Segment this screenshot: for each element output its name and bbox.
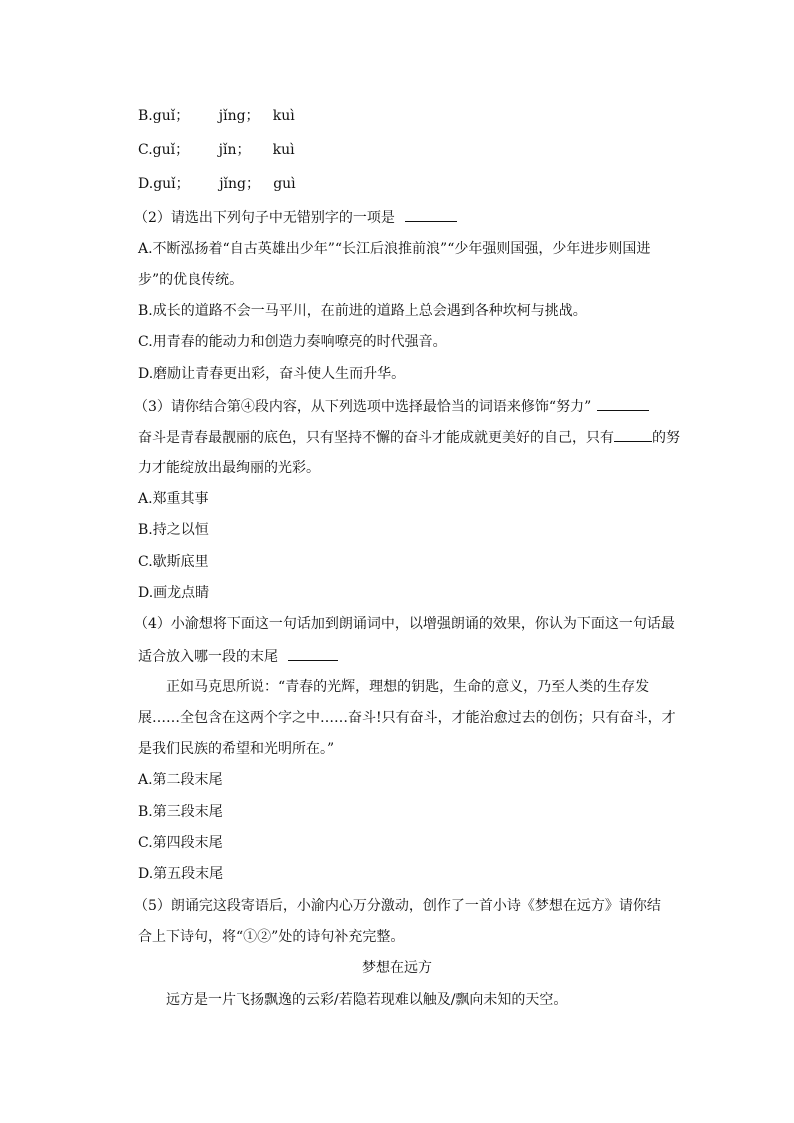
q2-option-c: C.用青春的能动力和创造力奏响嘹亮的时代强音。 [138,334,447,350]
pinyin-b: jǐng； [218,108,260,124]
q4-stem-line-2 [138,646,658,667]
q4-stem-text: 适合放入哪一段的末尾 [138,649,278,665]
pinyin-a: guǐ； [152,108,190,124]
q3-sentence-line-2: 力才能绽放出最绚丽的光彩。 [138,460,320,476]
q3-stem [134,396,654,417]
q3-option-c: C.歇斯底里 [138,554,209,570]
pinyin-c: kuì [272,108,295,124]
answer-blank[interactable] [288,646,338,661]
pinyin-option-b [138,106,658,126]
q3-option-d: D.画龙点睛 [138,585,210,601]
pinyin-option-c [138,140,658,160]
q4-option-a: A.第二段末尾 [138,772,223,788]
q4-option-c: C.第四段末尾 [138,835,223,851]
q4-quote-line-1: 正如马克思所说：“青春的光辉，理想的钥匙，生命的意义，乃至人类的生存发 [166,679,650,695]
option-letter: D. [138,176,154,192]
pinyin-c: guì [273,176,296,192]
pinyin-a: guǐ； [153,176,190,192]
answer-blank[interactable] [405,207,457,222]
q3-stem-text: （3）请你结合第④段内容，从下列选项中选择最恰当的词语来修饰“努力” [134,399,592,415]
q4-quote-line-3: 是我们民族的希望和光明所在。” [138,741,335,757]
q2-option-d: D.磨励让青春更出彩，奋斗使人生而升华。 [138,366,406,382]
q2-stem-text: （2）请选出下列句子中无错别字的一项是 [134,210,395,226]
pinyin-b: jǐng； [219,176,260,192]
poem-title: 梦想在远方 [362,960,432,976]
poem-line-1: 远方是一片飞扬飘逸的云彩/若隐若现难以触及/飘向未知的天空。 [166,992,568,1008]
answer-blank[interactable] [597,396,649,411]
q3-sentence-end: 的努 [652,430,680,446]
pinyin-a: guǐ； [152,142,190,158]
q3-sentence-text: 奋斗是青春最靓丽的底色，只有坚持不懈的奋斗才能成就更美好的自己，只有 [138,430,614,446]
q3-sentence-line-1 [138,427,680,448]
option-letter: B. [138,108,153,124]
fill-blank[interactable] [614,427,652,442]
q3-option-b: B.持之以恒 [138,522,209,538]
option-letter: C. [138,142,153,158]
q4-quote-line-2: 展……全包含在这两个字之中……奋斗!只有奋斗，才能治愈过去的创伤；只有奋斗，才 [138,710,676,726]
q5-stem-line-2: 合上下诗句，将“①②”处的诗句补充完整。 [138,929,405,945]
q3-option-a: A.郑重其事 [138,491,209,507]
q2-option-a-cont: 步”的优良传统。 [138,272,244,288]
q4-option-d: D.第五段末尾 [138,866,224,882]
q5-stem-line-1: （5）朗诵完这段寄语后，小渝内心万分激动，创作了一首小诗《梦想在远方》请你结 [134,898,661,914]
q2-stem [134,207,654,228]
q4-stem-line-1: （4）小渝想将下面这一句话加到朗诵词中，以增强朗诵的效果，你认为下面这一句话最 [134,616,675,632]
pinyin-option-d [138,174,658,194]
q4-option-b: B.第三段末尾 [138,804,223,820]
pinyin-b: jǐn； [218,142,251,158]
q2-option-a: A.不断泓扬着“自古英雄出少年”“长江后浪推前浪”“少年强则国强，少年进步则国进 [138,241,651,257]
pinyin-c: kuì [272,142,295,158]
q2-option-b: B.成长的道路不会一马平川，在前进的道路上总会遇到各种坎柯与挑战。 [138,303,587,319]
